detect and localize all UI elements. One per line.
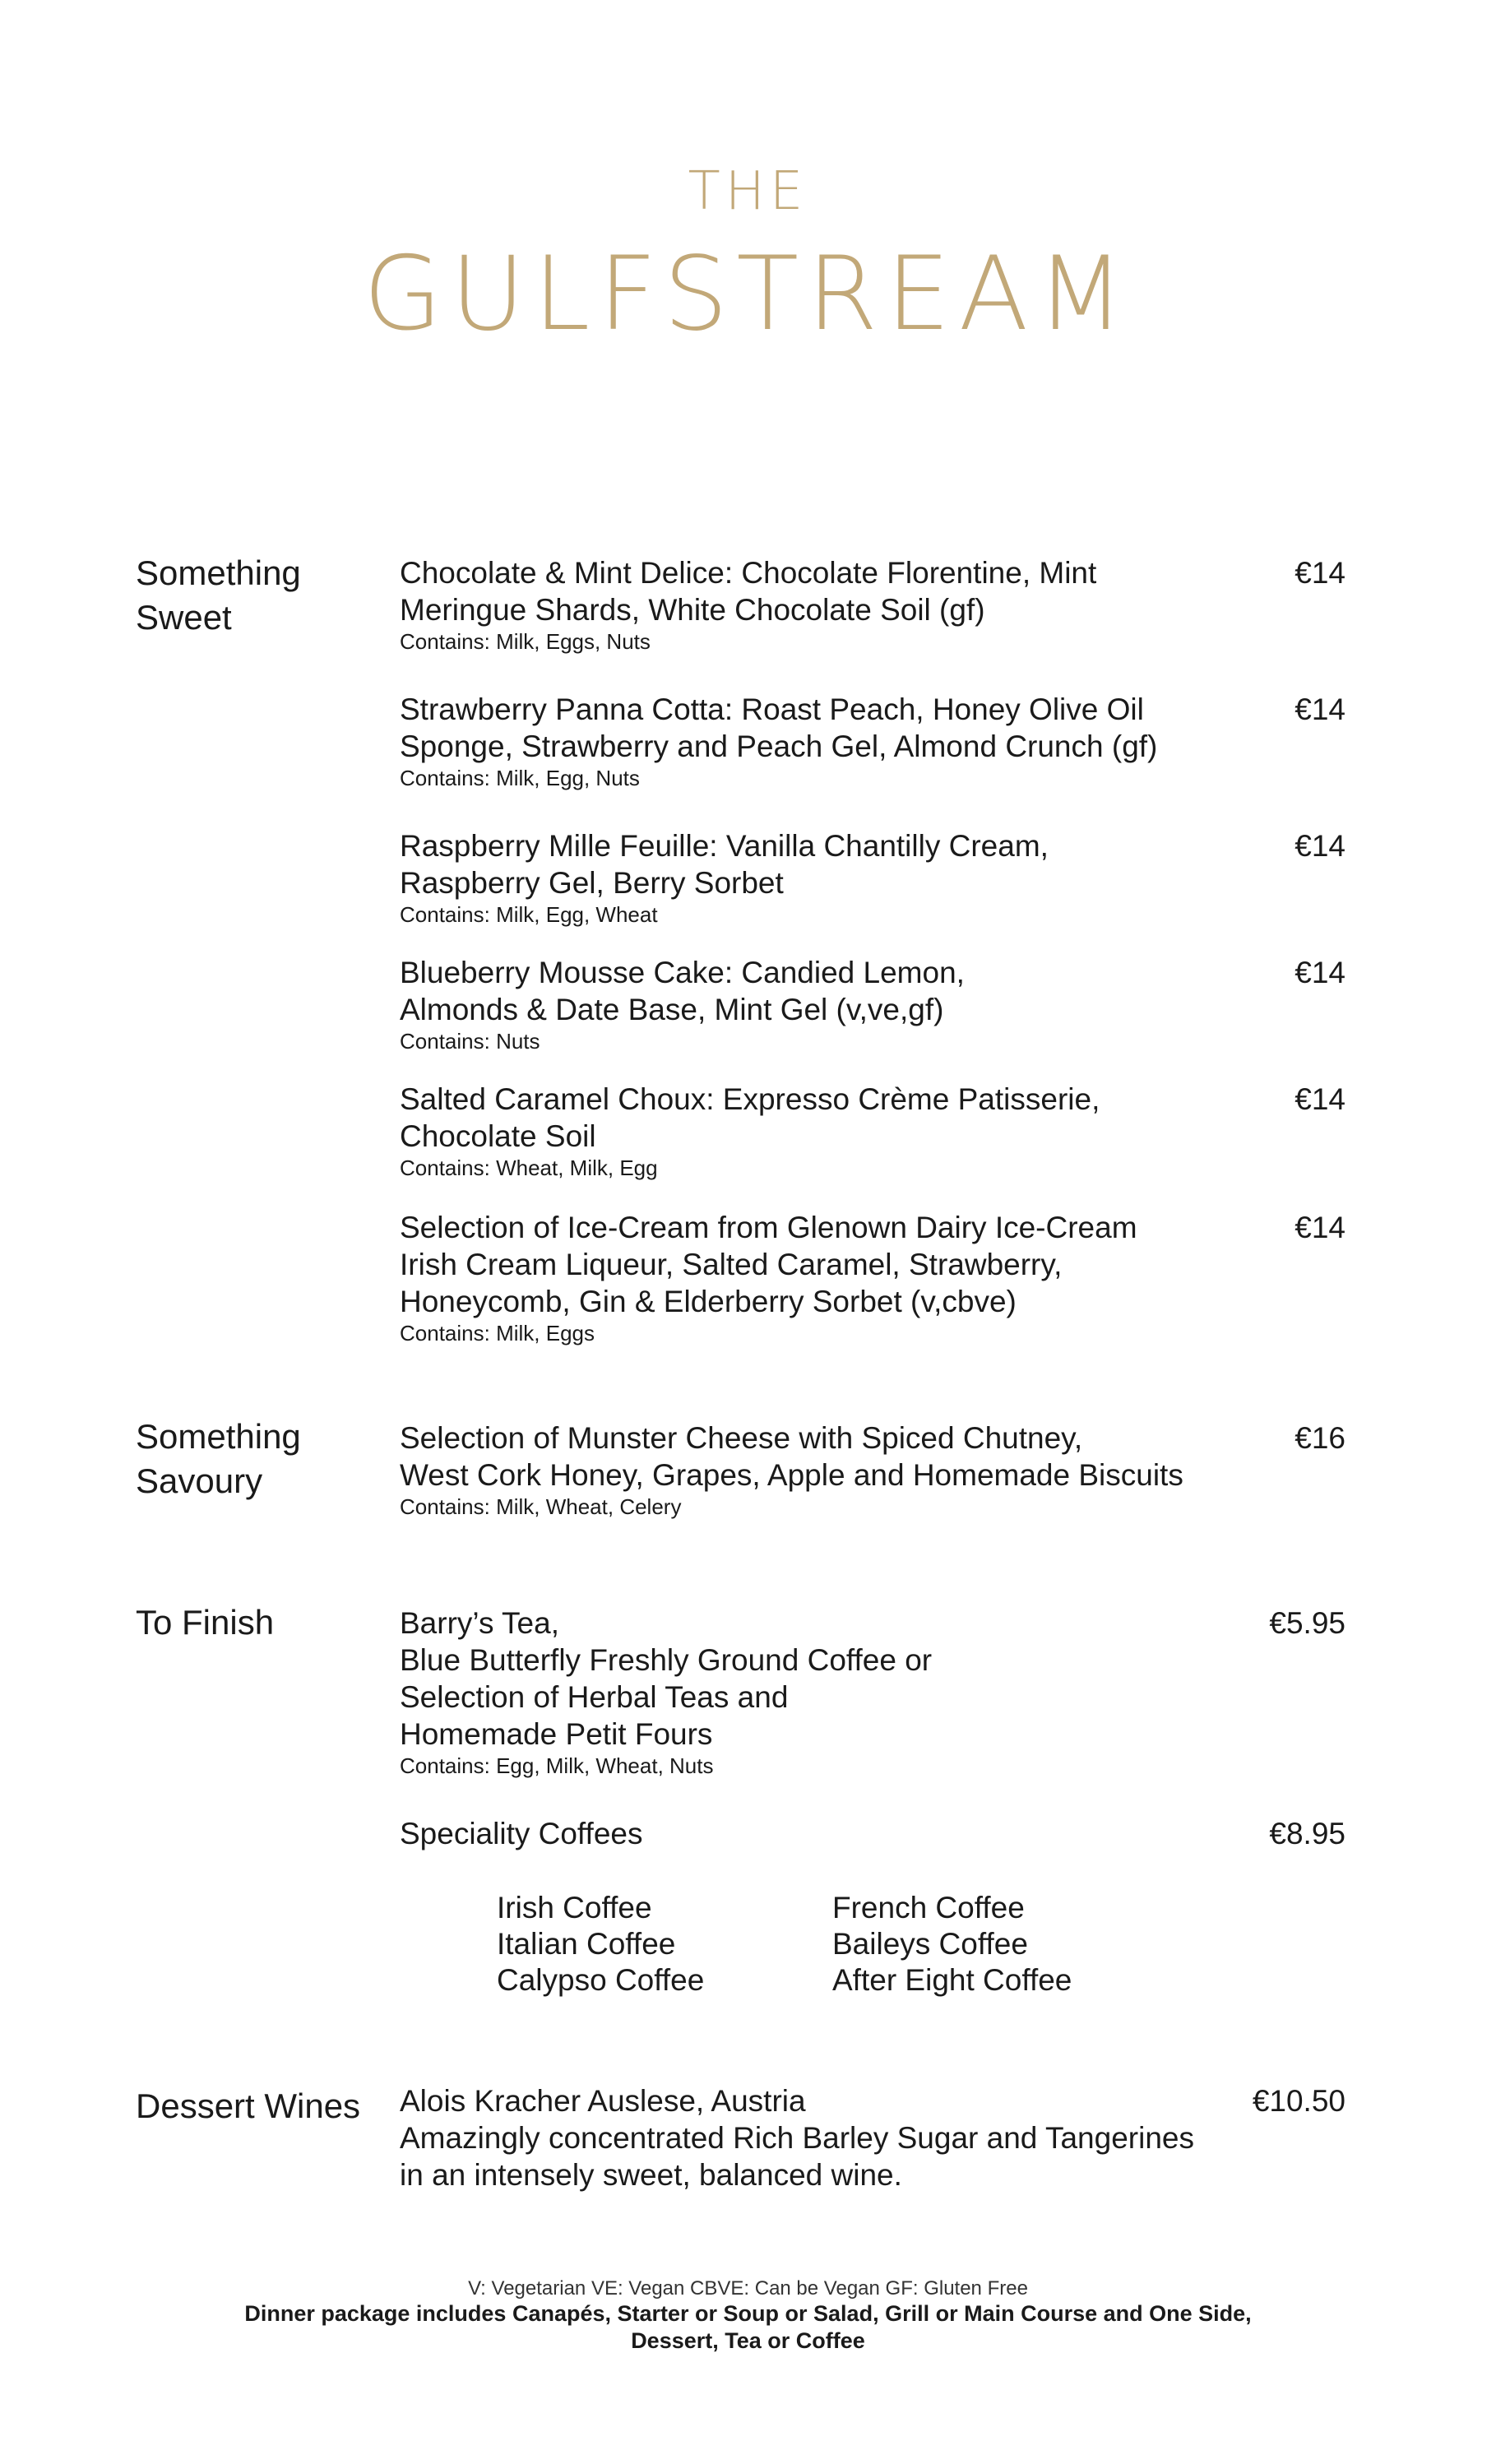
item-description: Chocolate & Mint Delice: Chocolate Florentine, Mint Meringue Shards, White Chocolate Soil (gf) <box>400 556 1097 627</box>
dinner-package-note: Dinner package includes Canapés, Starter or Soup or Salad, Grill or Main Course and One Side, Dessert, Tea or Coffee <box>244 2301 1252 2353</box>
item-allergens: Contains: Milk, Egg, Wheat <box>400 902 658 927</box>
menu-item-blueberry-mousse-cake <box>400 954 1345 1054</box>
coffee-name: Italian Coffee <box>497 1927 676 1961</box>
item-description: Salted Caramel Choux: Expresso Crème Patisserie, Chocolate Soil <box>400 1082 1100 1153</box>
item-price: €14 <box>1295 556 1345 590</box>
menu-item-munster-cheese <box>400 1420 1345 1520</box>
menu-item-salted-caramel-choux <box>400 1081 1345 1181</box>
coffee-name: French Coffee <box>832 1891 1025 1924</box>
coffee-name: Irish Coffee <box>497 1891 652 1924</box>
item-description: Raspberry Mille Feuille: Vanilla Chantilly Cream, Raspberry Gel, Berry Sorbet <box>400 829 1049 900</box>
logo-the: THE <box>688 161 808 222</box>
menu-item-tea-coffee <box>400 1605 1345 1779</box>
coffee-name: After Eight Coffee <box>832 1963 1072 1997</box>
coffee-list-left <box>497 1890 704 1999</box>
item-price: €8.95 <box>1269 1817 1345 1850</box>
item-allergens: Contains: Milk, Eggs, Nuts <box>400 629 651 654</box>
item-price: €5.95 <box>1269 1606 1345 1640</box>
section-title-dessert-wines: Dessert Wines <box>136 2087 361 2125</box>
item-description: Barry’s Tea, Blue Butterfly Freshly Ground Coffee or Selection of Herbal Teas and Homemade Petit Fours <box>400 1606 933 1751</box>
item-description: Selection of Ice-Cream from Glenown Dairy Ice-Cream Irish Cream Liqueur, Salted Caramel, Strawberry, Honeycomb, Gin & Elderberry Sorbet (v,cbve) <box>400 1211 1137 1318</box>
item-allergens: Contains: Nuts <box>400 1029 540 1054</box>
item-description: Blueberry Mousse Cake: Candied Lemon, Almonds & Date Base, Mint Gel (v,ve,gf) <box>400 956 965 1026</box>
item-price: €14 <box>1295 1082 1345 1116</box>
coffee-name: Baileys Coffee <box>832 1927 1028 1961</box>
item-description: Speciality Coffees <box>400 1817 643 1850</box>
item-description: Alois Kracher Auslese, Austria Amazingly concentrated Rich Barley Sugar and Tangerines in an intensely sweet, balanced wine. <box>400 2084 1194 2192</box>
dietary-legend: V: Vegetarian VE: Vegan CBVE: Can be Vegan GF: Gluten Free <box>468 2277 1028 2300</box>
coffee-list-right <box>832 1890 1072 1999</box>
logo-gulfstream: GULFSTREAM <box>363 235 1133 354</box>
item-description: Strawberry Panna Cotta: Roast Peach, Honey Olive Oil Sponge, Strawberry and Peach Gel, Almond Crunch (gf) <box>400 692 1158 763</box>
menu-item-chocolate-mint-delice <box>400 554 1345 655</box>
item-price: €14 <box>1295 692 1345 726</box>
item-allergens: Contains: Wheat, Milk, Egg <box>400 1156 658 1180</box>
item-allergens: Contains: Milk, Egg, Nuts <box>400 766 640 790</box>
item-allergens: Contains: Egg, Milk, Wheat, Nuts <box>400 1753 714 1778</box>
menu-item-speciality-coffees <box>400 1815 1345 1852</box>
coffee-name: Calypso Coffee <box>497 1963 705 1997</box>
menu-item-strawberry-panna-cotta <box>400 691 1345 791</box>
section-title-something-sweet: Something Sweet <box>136 553 301 637</box>
item-price: €14 <box>1295 829 1345 863</box>
item-description: Selection of Munster Cheese with Spiced Chutney, West Cork Honey, Grapes, Apple and Homemade Biscuits <box>400 1421 1183 1492</box>
section-title-something-savoury: Something Savoury <box>136 1417 301 1500</box>
menu-item-alois-kracher-auslese <box>400 2082 1345 2193</box>
section-title-to-finish: To Finish <box>136 1603 275 1642</box>
menu-item-raspberry-mille-feuille <box>400 827 1345 928</box>
item-price: €10.50 <box>1252 2084 1345 2118</box>
item-price: €14 <box>1295 1211 1345 1244</box>
menu-item-ice-cream-selection <box>400 1209 1345 1346</box>
item-allergens: Contains: Milk, Wheat, Celery <box>400 1494 682 1519</box>
item-allergens: Contains: Milk, Eggs <box>400 1321 595 1345</box>
item-price: €16 <box>1295 1421 1345 1455</box>
item-price: €14 <box>1295 956 1345 989</box>
